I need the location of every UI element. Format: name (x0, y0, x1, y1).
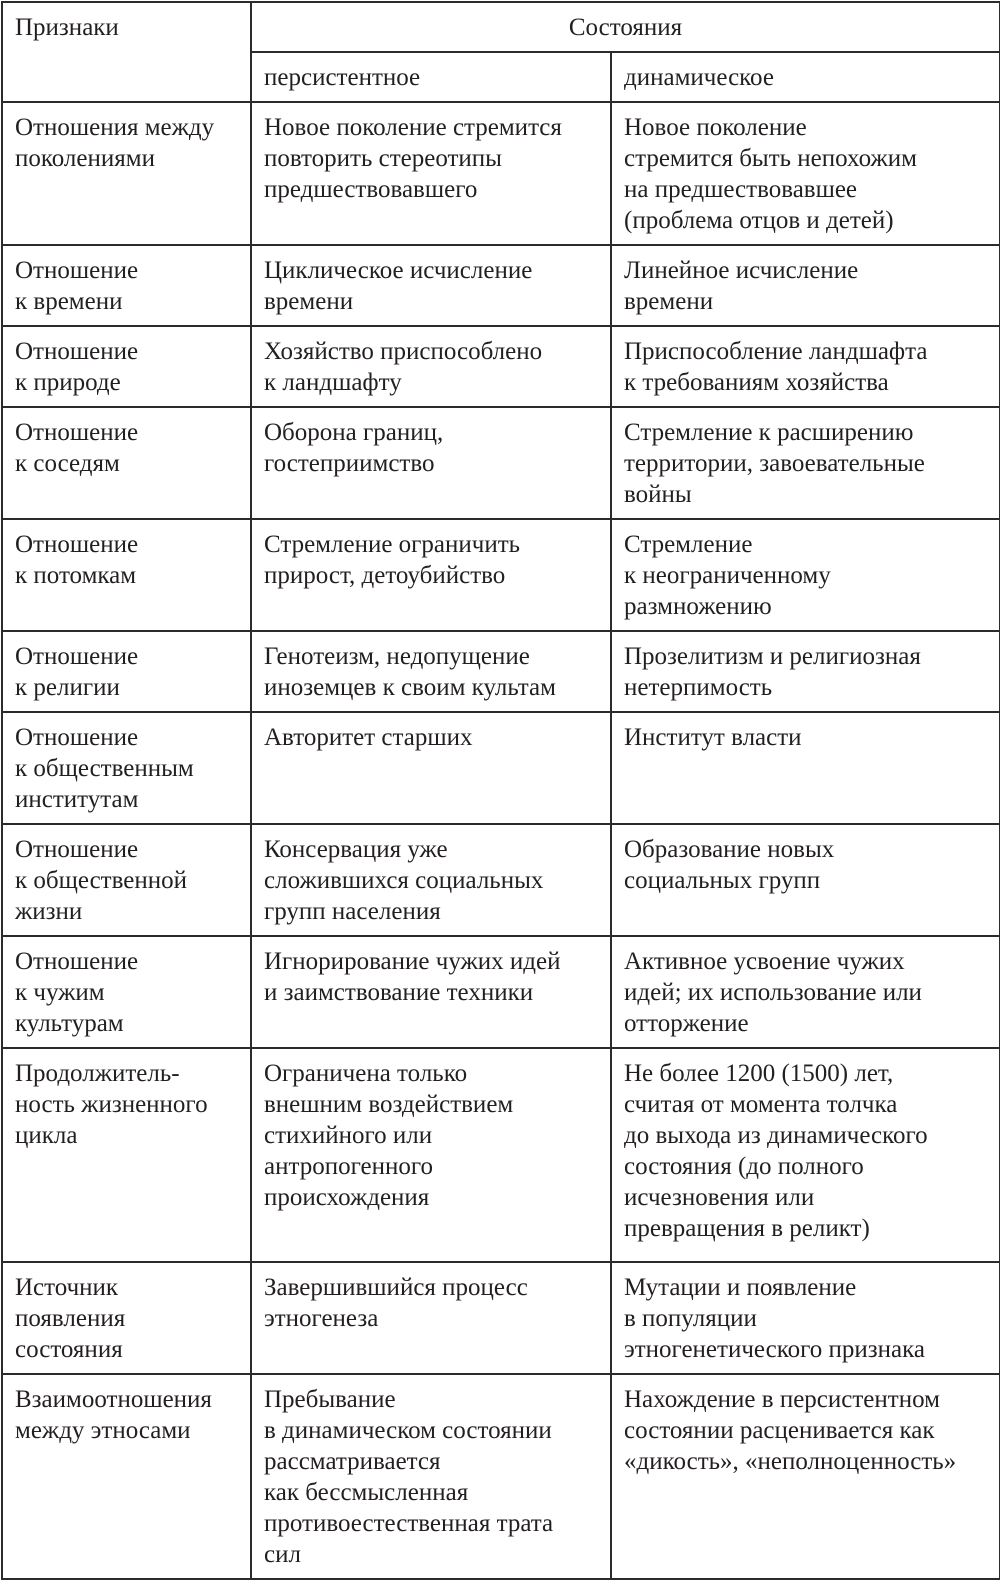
row-sign: Отношение к общественной жизни (2, 824, 251, 936)
row-persistent: Новое поколение стремится повторить стереотипы предшествовавшего (251, 102, 611, 245)
row-persistent: Циклическое исчисление времени (251, 245, 611, 326)
table-row (2, 936, 1000, 1048)
table-row (2, 1048, 1000, 1262)
header-states: Состояния (251, 2, 1000, 52)
comparison-table (1, 1, 1000, 1580)
header-persistent: персистентное (251, 52, 611, 102)
row-persistent: Пребывание в динамическом состоянии рассматривается как бессмысленная противоестественная трата сил (251, 1374, 611, 1579)
row-dynamic: Мутации и появление в популяции этногенетического признака (611, 1262, 1000, 1374)
row-persistent: Генотеизм, недопущение иноземцев к своим культам (251, 631, 611, 712)
row-sign: Отношение к чужим культурам (2, 936, 251, 1048)
table-row (2, 326, 1000, 407)
table-row (2, 631, 1000, 712)
row-dynamic: Образование новых социальных групп (611, 824, 1000, 936)
table-row (2, 824, 1000, 936)
table-row (2, 712, 1000, 824)
row-dynamic: Стремление к неограниченному размножению (611, 519, 1000, 631)
row-dynamic: Линейное исчисление времени (611, 245, 1000, 326)
row-sign: Продолжитель- ность жизненного цикла (2, 1048, 251, 1262)
row-sign: Отношения между поколениями (2, 102, 251, 245)
row-sign: Источник появления состояния (2, 1262, 251, 1374)
table-row (2, 1262, 1000, 1374)
row-dynamic: Активное усвоение чужих идей; их использование или отторжение (611, 936, 1000, 1048)
header-dynamic: динамическое (611, 52, 1000, 102)
row-persistent: Ограничена только внешним воздействием стихийного или антропогенного происхождения (251, 1048, 611, 1262)
table-row (2, 407, 1000, 519)
row-dynamic: Не более 1200 (1500) лет, считая от момента толчка до выхода из динамического состояния (до полного исчезновения или превращения в реликт) (611, 1048, 1000, 1262)
row-persistent: Консервация уже сложившихся социальных групп населения (251, 824, 611, 936)
row-sign: Отношение к религии (2, 631, 251, 712)
header-signs: Признаки (2, 2, 251, 102)
row-persistent: Авторитет старших (251, 712, 611, 824)
row-dynamic: Институт власти (611, 712, 1000, 824)
table-row (2, 519, 1000, 631)
table-row (2, 102, 1000, 245)
row-persistent: Игнорирование чужих идей и заимствование техники (251, 936, 611, 1048)
row-sign: Отношение к времени (2, 245, 251, 326)
row-sign: Отношение к соседям (2, 407, 251, 519)
row-persistent: Стремление ограничить прирост, детоубийство (251, 519, 611, 631)
table-row (2, 1374, 1000, 1579)
row-sign: Отношение к потомкам (2, 519, 251, 631)
row-persistent: Оборона границ, гостеприимство (251, 407, 611, 519)
row-sign: Взаимоотношения между этносами (2, 1374, 251, 1579)
table-body (2, 102, 1000, 1579)
table-header (2, 2, 1000, 102)
row-persistent: Завершившийся процесс этногенеза (251, 1262, 611, 1374)
row-dynamic: Нахождение в персистентном состоянии расценивается как «дикость», «неполноценность» (611, 1374, 1000, 1579)
row-persistent: Хозяйство приспособлено к ландшафту (251, 326, 611, 407)
row-sign: Отношение к общественным институтам (2, 712, 251, 824)
row-sign: Отношение к природе (2, 326, 251, 407)
table-row (2, 245, 1000, 326)
row-dynamic: Стремление к расширению территории, завоевательные войны (611, 407, 1000, 519)
row-dynamic: Приспособление ландшафта к требованиям хозяйства (611, 326, 1000, 407)
header-row (2, 2, 1000, 52)
row-dynamic: Прозелитизм и религиозная нетерпимость (611, 631, 1000, 712)
row-dynamic: Новое поколение стремится быть непохожим на предшествовавшее (проблема отцов и детей) (611, 102, 1000, 245)
